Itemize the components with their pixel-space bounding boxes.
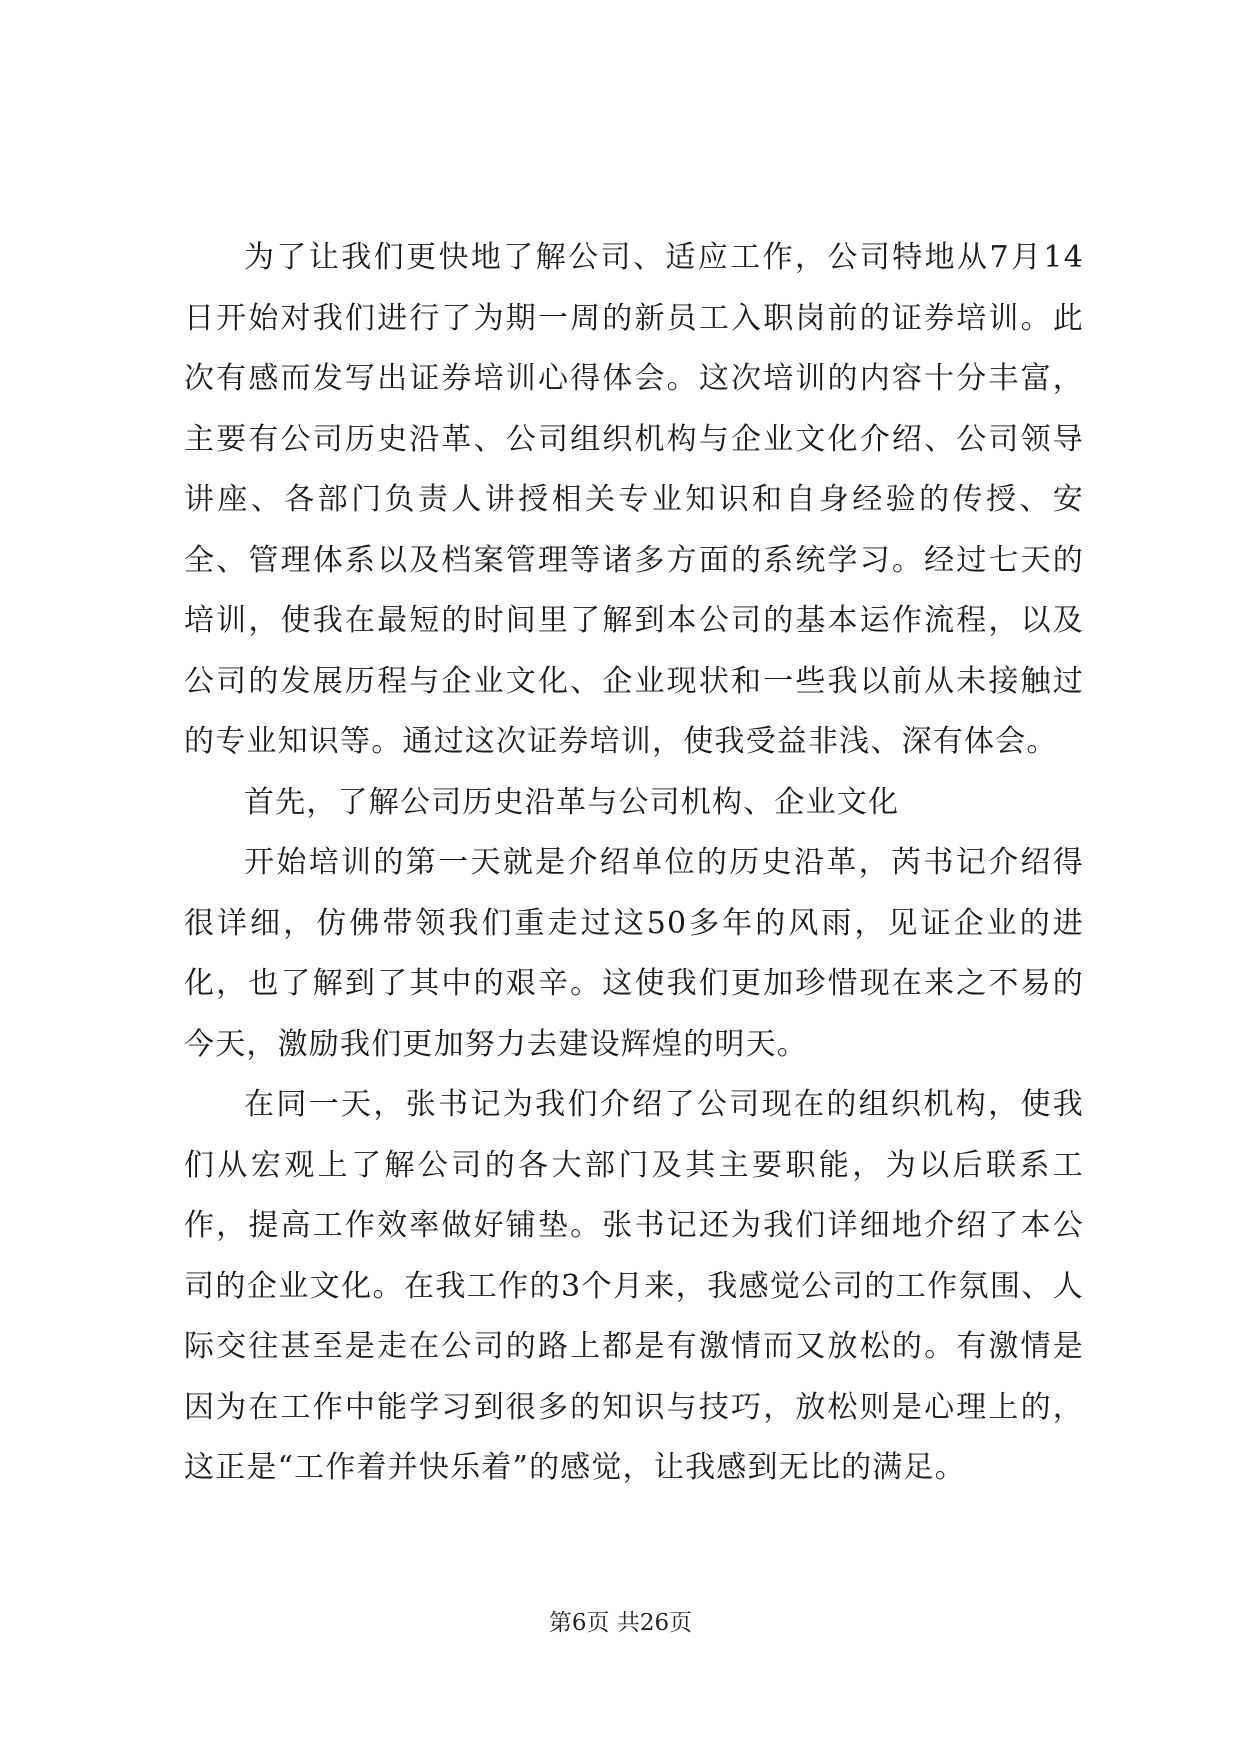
section-heading: 首先，了解公司历史沿革与公司机构、企业文化: [244, 784, 900, 820]
paragraph-intro: 为了让我们更快地了解公司、适应工作，公司特地从7月14日开始对我们进行了为期一周的新员工入职岗前的证券培训。此次有感而发写出证券培训心得体会。这次培训的内容十分丰富，主要有公司历史沿革、公司组织机构与企业文化介绍、公司领导讲座、各部门负责人讲授相关专业知识和自身经验的传授、安全、管理体系以及档案管理等诸多方面的系统学习。经过七天的培训，使我在最短的时间里了解到本公司的基本运作流程，以及公司的发展历程与企业文化、企业现状和一些我以前从未接触过的专业知识等。通过这次证券培训，使我受益非浅、深有体会。: [184, 240, 1084, 759]
document-body: [184, 228, 1084, 1499]
paragraph-organization: 在同一天，张书记为我们介绍了公司现在的组织机构，使我们从宏观上了解公司的各大部门及其主要职能，为以后联系工作，提高工作效率做好铺垫。张书记还为我们详细地介绍了本公司的企业文化。在我工作的3个月来，我感觉公司的工作氛围、人际交往甚至是走在公司的路上都是有激情而又放松的。有激情是因为在工作中能学习到很多的知识与技巧，放松则是心理上的，这正是“工作着并快乐着”的感觉，让我感到无比的满足。: [184, 1087, 1084, 1485]
paragraph-history: 开始培训的第一天就是介绍单位的历史沿革，芮书记介绍得很详细，仿佛带领我们重走过这50多年的风雨，见证企业的进化，也了解到了其中的艰辛。这使我们更加珍惜现在来之不易的今天，激励我们更加努力去建设辉煌的明天。: [184, 845, 1084, 1062]
page-number-footer: 第6页 共26页: [548, 1610, 693, 1636]
